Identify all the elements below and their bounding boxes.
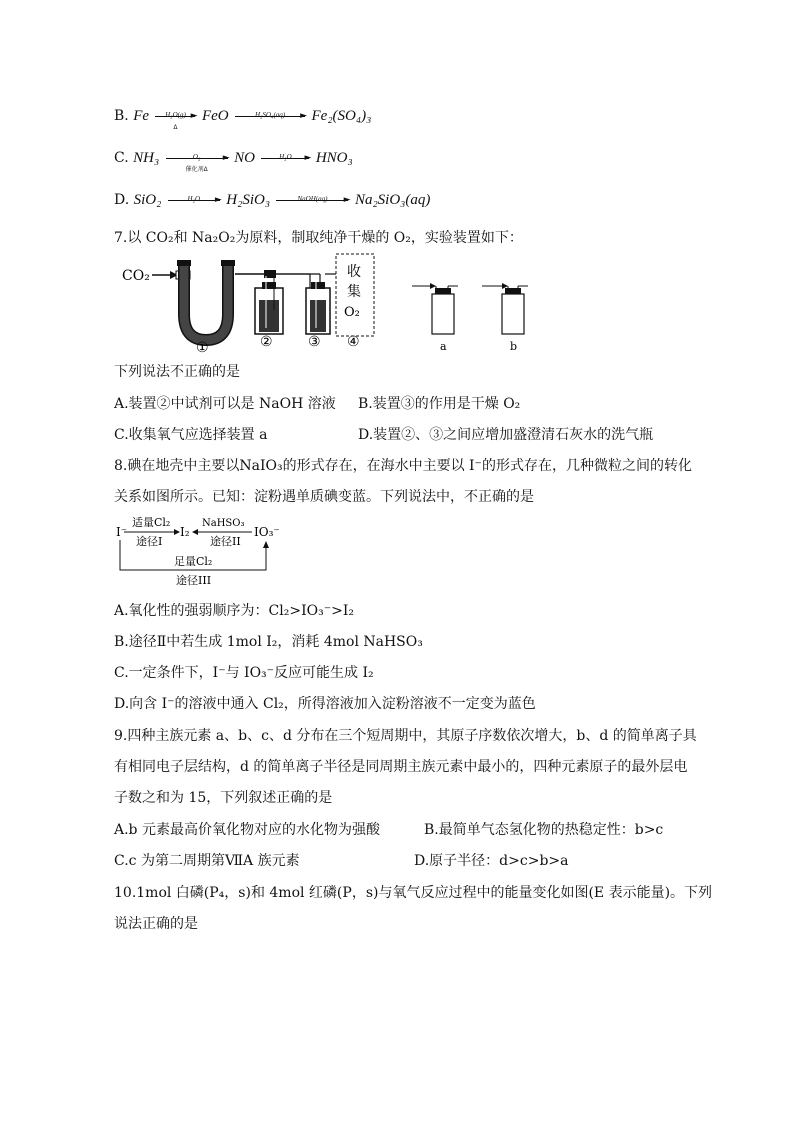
q6-c-product-1: NO: [234, 150, 255, 166]
q7-collect-3: O₂: [344, 305, 360, 320]
q8-io3: IO₃⁻: [254, 525, 280, 539]
q6-d-label: D.: [114, 192, 130, 208]
q8-option-c: C.一定条件下，I⁻与 IO₃⁻反应可能生成 I₂: [114, 665, 374, 681]
q6-c-arrow-1-top: O₂: [192, 152, 201, 161]
q7-collect-2: 集: [347, 284, 361, 300]
q8-iodine-diagram: [114, 512, 294, 592]
q6-b-product-2: Fe₂(SO₄)₃: [311, 108, 372, 124]
q8-stem-line-1: 8.碘在地壳中主要以NaIO₃的形式存在，在海水中主要以 I⁻的形式存在，几种微粒之间的转化: [114, 458, 692, 474]
q8-cl2-full: 足量Cl₂: [174, 555, 213, 568]
q6-b-arrow-1-top: H₂O(g): [165, 110, 186, 119]
q6-c-arrow-1-bottom: 催化剂Δ: [185, 165, 208, 173]
q8-stem-line-2: 关系如图所示。已知：淀粉遇单质碘变蓝。下列说法中，不正确的是: [114, 489, 534, 505]
q7-label-1: ①: [196, 340, 209, 355]
q9-stem-line-2: 有相同电子层结构，d 的简单离子半径是同周期主族元素中最小的，四种元素原子的最外层电: [114, 759, 688, 775]
q9-option-b: B.最简单气态氢化物的热稳定性：b>c: [424, 822, 664, 838]
q7-label-3: ③: [308, 334, 321, 350]
q6-b-arrow-2-top: H₂SO₄(aq): [254, 110, 286, 119]
q8-path-2: 途径II: [210, 535, 241, 548]
q6-option-b: [114, 106, 372, 131]
q6-d-arrow-1-top: H₂O: [187, 194, 201, 203]
q7-prompt: 下列说法不正确的是: [114, 364, 240, 380]
q6-c-label: C.: [114, 150, 129, 166]
q7-co2-label: CO₂: [122, 268, 150, 284]
q10-stem-line-1: 10.1mol 白磷(P₄，s)和 4mol 红磷(P，s)与氧气反应过程中的能量变化如图(E 表示能量)。下列: [114, 885, 713, 901]
q8-path-1: 途径I: [136, 535, 163, 548]
q6-b-product-1: FeO: [201, 108, 229, 124]
q7-option-d: D.装置②、③之间应增加盛澄清石灰水的洗气瓶: [358, 427, 654, 443]
q7-option-a: A.装置②中试剂可以是 NaOH 溶液: [114, 396, 336, 412]
q6-b-arrow-1: H₂O(g) ► Δ: [155, 116, 195, 117]
q7-label-2: ②: [260, 334, 273, 350]
q6-c-product-2: HNO₃: [315, 150, 353, 166]
q7-bottle-b: [502, 294, 524, 334]
q6-b-arrow-1-bottom: Δ: [173, 123, 178, 131]
q8-cl2-small: 适量Cl₂: [132, 516, 171, 529]
q6-d-arrow-2: NaOH(aq) ►: [276, 200, 348, 201]
q7-label-4: ④: [347, 334, 360, 350]
q7-label-b: b: [510, 340, 518, 353]
q8-path-3: 途径III: [176, 574, 212, 587]
q10-stem-line-2: 说法正确的是: [114, 916, 198, 932]
q6-d-product-1: H₂SiO₃: [226, 192, 271, 208]
q6-option-d: [114, 190, 430, 210]
q7-label-a: a: [440, 340, 447, 353]
q6-d-arrow-1: H₂O ►: [168, 200, 220, 201]
q8-i2: I₂: [180, 525, 190, 539]
q6-c-arrow-1: O₂ ► 催化剂Δ: [166, 158, 228, 159]
q9-option-d: D.原子半径：d>c>b>a: [414, 853, 569, 869]
q7-option-c: C.收集氧气应选择装置 a: [114, 427, 268, 443]
q9-stem-line-1: 9.四种主族元素 a、b、c、d 分布在三个短周期中，其原子序数依次增大，b、d 的简单离子具: [114, 728, 697, 744]
q6-d-arrow-2-top: NaOH(aq): [297, 194, 328, 203]
q6-b-arrow-2: H₂SO₄(aq) ►: [235, 116, 305, 117]
q6-d-reactant: SiO₂: [133, 192, 162, 208]
q6-c-reactant: NH₃: [133, 150, 160, 166]
q8-nahso3: NaHSO₃: [202, 518, 245, 529]
q6-option-c: [114, 148, 353, 173]
q6-b-label: B.: [114, 108, 129, 124]
q7-option-b: B.装置③的作用是干燥 O₂: [358, 396, 521, 412]
q6-b-reactant: Fe: [133, 108, 150, 124]
q9-option-c: C.c 为第二周期第ⅦA 族元素: [114, 853, 300, 869]
q8-option-d: D.向含 I⁻的溶液中通入 Cl₂，所得溶液加入淀粉溶液不一定变为蓝色: [114, 696, 536, 712]
q6-c-arrow-2: H₂O ►: [261, 158, 309, 159]
q8-option-a: A.氧化性的强弱顺序为：Cl₂>IO₃⁻>I₂: [114, 603, 354, 619]
q8-i-minus: I⁻: [116, 525, 128, 539]
q9-stem-line-3: 子数之和为 15，下列叙述正确的是: [114, 790, 333, 806]
q8-option-b: B.途径Ⅱ中若生成 1mol I₂，消耗 4mol NaHSO₃: [114, 634, 423, 650]
q6-c-arrow-2-top: H₂O: [279, 152, 292, 161]
q7-apparatus-figure: [114, 250, 554, 355]
q7-stem: 7.以 CO₂和 Na₂O₂为原料，制取纯净干燥的 O₂，实验装置如下：: [114, 230, 523, 246]
q7-collect-1: 收: [347, 264, 361, 280]
q6-d-product-2: Na₂SiO₃(aq): [354, 192, 431, 208]
q9-option-a: A.b 元素最高价氧化物对应的水化物为强酸: [114, 822, 380, 838]
q7-bottle-a: [432, 294, 454, 334]
